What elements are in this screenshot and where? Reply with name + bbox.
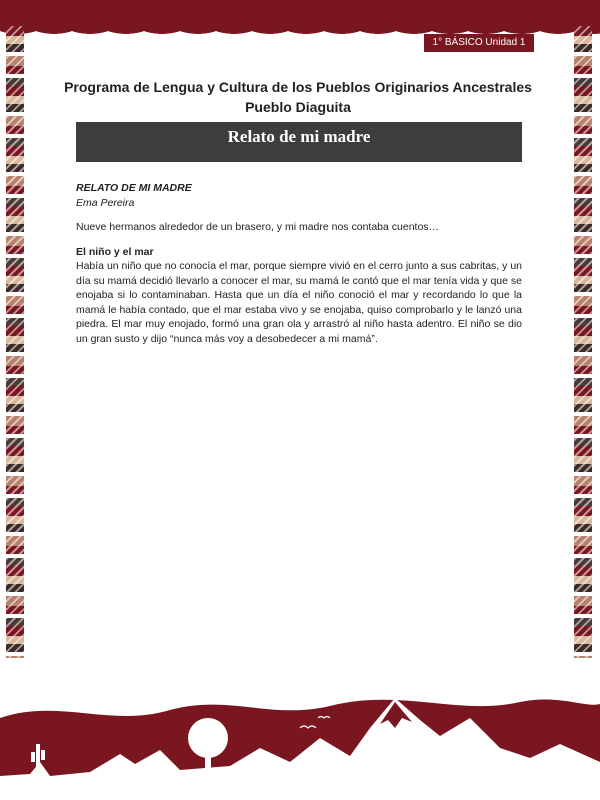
page-title-bar [76, 122, 522, 162]
top-decorative-band [0, 0, 600, 26]
program-title-line2: Pueblo Diaguita [245, 99, 351, 115]
story-body: Había un niño que no conocía el mar, porque siempre vivió en el cerro junto a sus cabritas, y un día su mamá decidió llevarlo a conocer el mar, su mamá le contó que el mar tenía vida y que se enojaba si lo contaminaban. Hasta que un día el niño conoció el mar y recordando lo que la mamá le había contado, que el mar estaba vivo y se enojaba, quiso comprobarlo y le lanzó una piedra. El mar muy enojado, formó una gran ola y arrastró al niño hasta adentro. El niño se dio un gran susto y dijo “nunca más voy a desobedecer a mi mamá”. [76, 260, 522, 345]
left-decorative-border [6, 26, 24, 658]
story-author: Ema Pereira [76, 196, 135, 209]
story-title: RELATO DE MI MADRE [76, 182, 192, 194]
story-subtitle: El niño y el mar [76, 245, 154, 258]
program-title-line1: Programa de Lengua y Cultura de los Pueblos Originarios Ancestrales [64, 79, 532, 95]
story-intro: Nueve hermanos alrededor de un brasero, y mi madre nos contaba cuentos… [76, 221, 440, 233]
grade-unit-badge: 1° BÁSICO Unidad 1 [424, 34, 534, 52]
landscape-silhouette-icon [0, 658, 600, 800]
footer-landscape-illustration [0, 658, 600, 800]
right-decorative-border [574, 26, 592, 658]
program-title [60, 77, 536, 117]
story-content [76, 181, 522, 346]
page-title: Relato de mi madre [227, 127, 371, 146]
